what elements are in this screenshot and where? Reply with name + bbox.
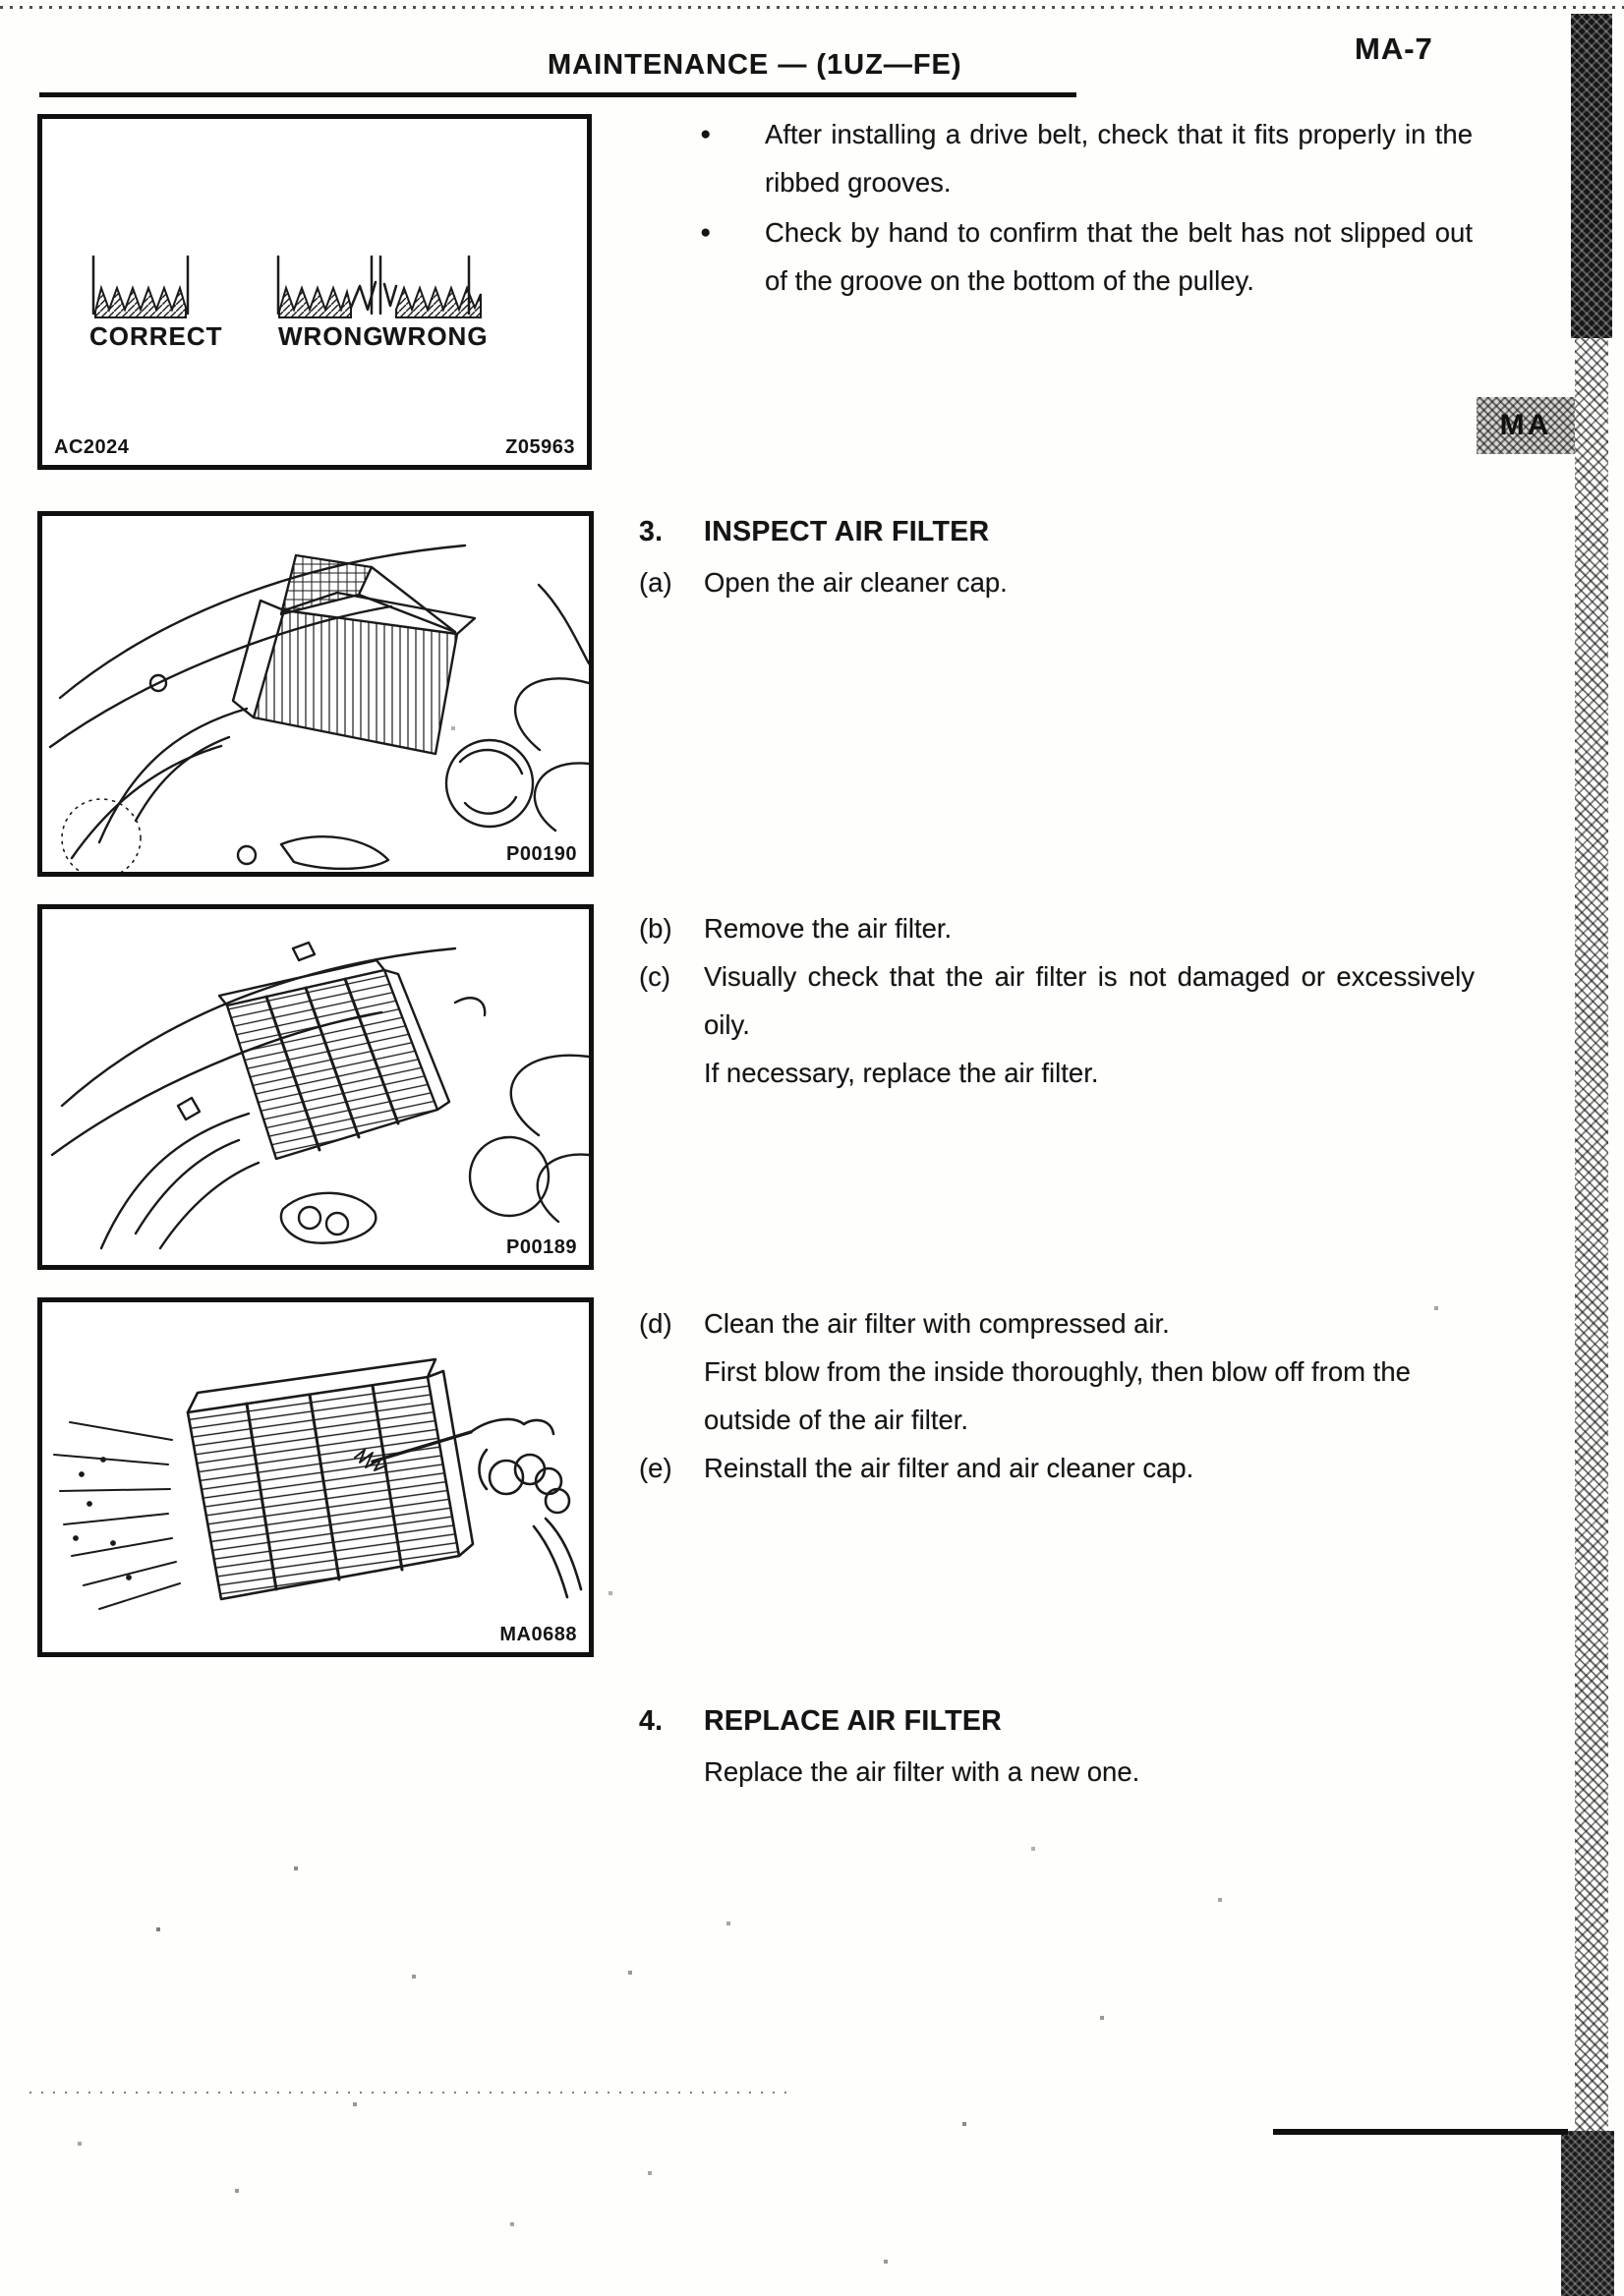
section-title: REPLACE AIR FILTER bbox=[704, 1705, 1003, 1737]
figure-code: P00190 bbox=[506, 843, 577, 865]
figure-code: Z05963 bbox=[505, 436, 575, 458]
step-text: Remove the air filter. bbox=[704, 913, 953, 944]
air-filter-removal-drawing bbox=[42, 909, 589, 1265]
step-label: (b) bbox=[639, 913, 672, 944]
section-number: 3. bbox=[639, 516, 664, 547]
belt-label-wrong-2: WRONG bbox=[382, 321, 489, 351]
figure-code: MA0688 bbox=[499, 1624, 577, 1645]
binding-shadow-top bbox=[1571, 14, 1612, 338]
note-text: After installing a drive belt, check that it fits properly in the ribbed grooves. bbox=[765, 119, 1473, 198]
belt-label-correct: CORRECT bbox=[89, 321, 223, 351]
step-label: (a) bbox=[639, 567, 672, 598]
figure-belt-fit bbox=[37, 114, 592, 470]
list-item bbox=[700, 110, 1473, 206]
step-text: Reinstall the air filter and air cleaner cap. bbox=[704, 1453, 1194, 1483]
binding-shadow-bottom bbox=[1561, 2131, 1614, 2296]
section-4-block bbox=[639, 1698, 1475, 1796]
procedure-step bbox=[639, 952, 1475, 1097]
scan-noise bbox=[0, 0, 2, 2]
figure-code: AC2024 bbox=[54, 436, 130, 458]
note-text: Check by hand to confirm that the belt has not slipped out of the groove on the bottom of the pulley. bbox=[765, 217, 1473, 296]
air-filter-air-gun-drawing bbox=[42, 1302, 589, 1652]
section-title: INSPECT AIR FILTER bbox=[704, 516, 990, 547]
procedure-step bbox=[639, 1444, 1475, 1492]
section-tab-ma: MA bbox=[1477, 397, 1575, 454]
step-label: (d) bbox=[639, 1308, 672, 1339]
scan-edge-dotted-line bbox=[0, 6, 1624, 9]
step-text: Visually check that the air filter is not damaged or excessively oily. bbox=[704, 961, 1475, 1040]
section-3-block-a bbox=[639, 509, 1475, 606]
section-3-block-bc bbox=[639, 904, 1475, 1097]
procedure-step bbox=[639, 558, 1475, 606]
section-number: 4. bbox=[639, 1705, 664, 1737]
engine-bay-air-cleaner-drawing bbox=[42, 516, 589, 872]
step-text: Clean the air filter with compressed air. bbox=[704, 1308, 1170, 1339]
list-item bbox=[700, 208, 1473, 305]
step-label bbox=[639, 1748, 704, 1796]
bullet-icon: ● bbox=[700, 222, 712, 243]
step-label: (e) bbox=[639, 1453, 672, 1483]
figure-open-air-cleaner bbox=[37, 511, 594, 877]
figure-clean-air-filter bbox=[37, 1297, 594, 1657]
step-text: First blow from the inside thoroughly, then blow off from the outside of the air filter. bbox=[704, 1356, 1411, 1435]
belt-groove-diagram bbox=[42, 119, 587, 465]
step-text: Replace the air filter with a new one. bbox=[704, 1756, 1140, 1787]
binding-bottom-line bbox=[1273, 2129, 1568, 2135]
procedure-step bbox=[639, 904, 1475, 952]
bullet-icon: ● bbox=[700, 124, 712, 144]
page-title: MAINTENANCE — (1UZ—FE) bbox=[548, 49, 962, 81]
figure-code: P00189 bbox=[506, 1236, 577, 1258]
step-text: If necessary, replace the air filter. bbox=[704, 1058, 1099, 1088]
step-label: (c) bbox=[639, 961, 671, 992]
procedure-step bbox=[639, 1748, 1475, 1796]
header-rule bbox=[39, 92, 1076, 97]
scan-dotted-artifact bbox=[29, 2092, 796, 2094]
belt-label-wrong-1: WRONG bbox=[278, 321, 384, 351]
notes-list bbox=[700, 110, 1473, 307]
section-3-block-de bbox=[639, 1299, 1475, 1492]
page-number: MA-7 bbox=[1355, 31, 1433, 66]
figure-remove-air-filter bbox=[37, 904, 594, 1270]
step-text: Open the air cleaner cap. bbox=[704, 567, 1008, 598]
procedure-step bbox=[639, 1299, 1475, 1444]
binding-shadow-middle bbox=[1575, 338, 1608, 2133]
